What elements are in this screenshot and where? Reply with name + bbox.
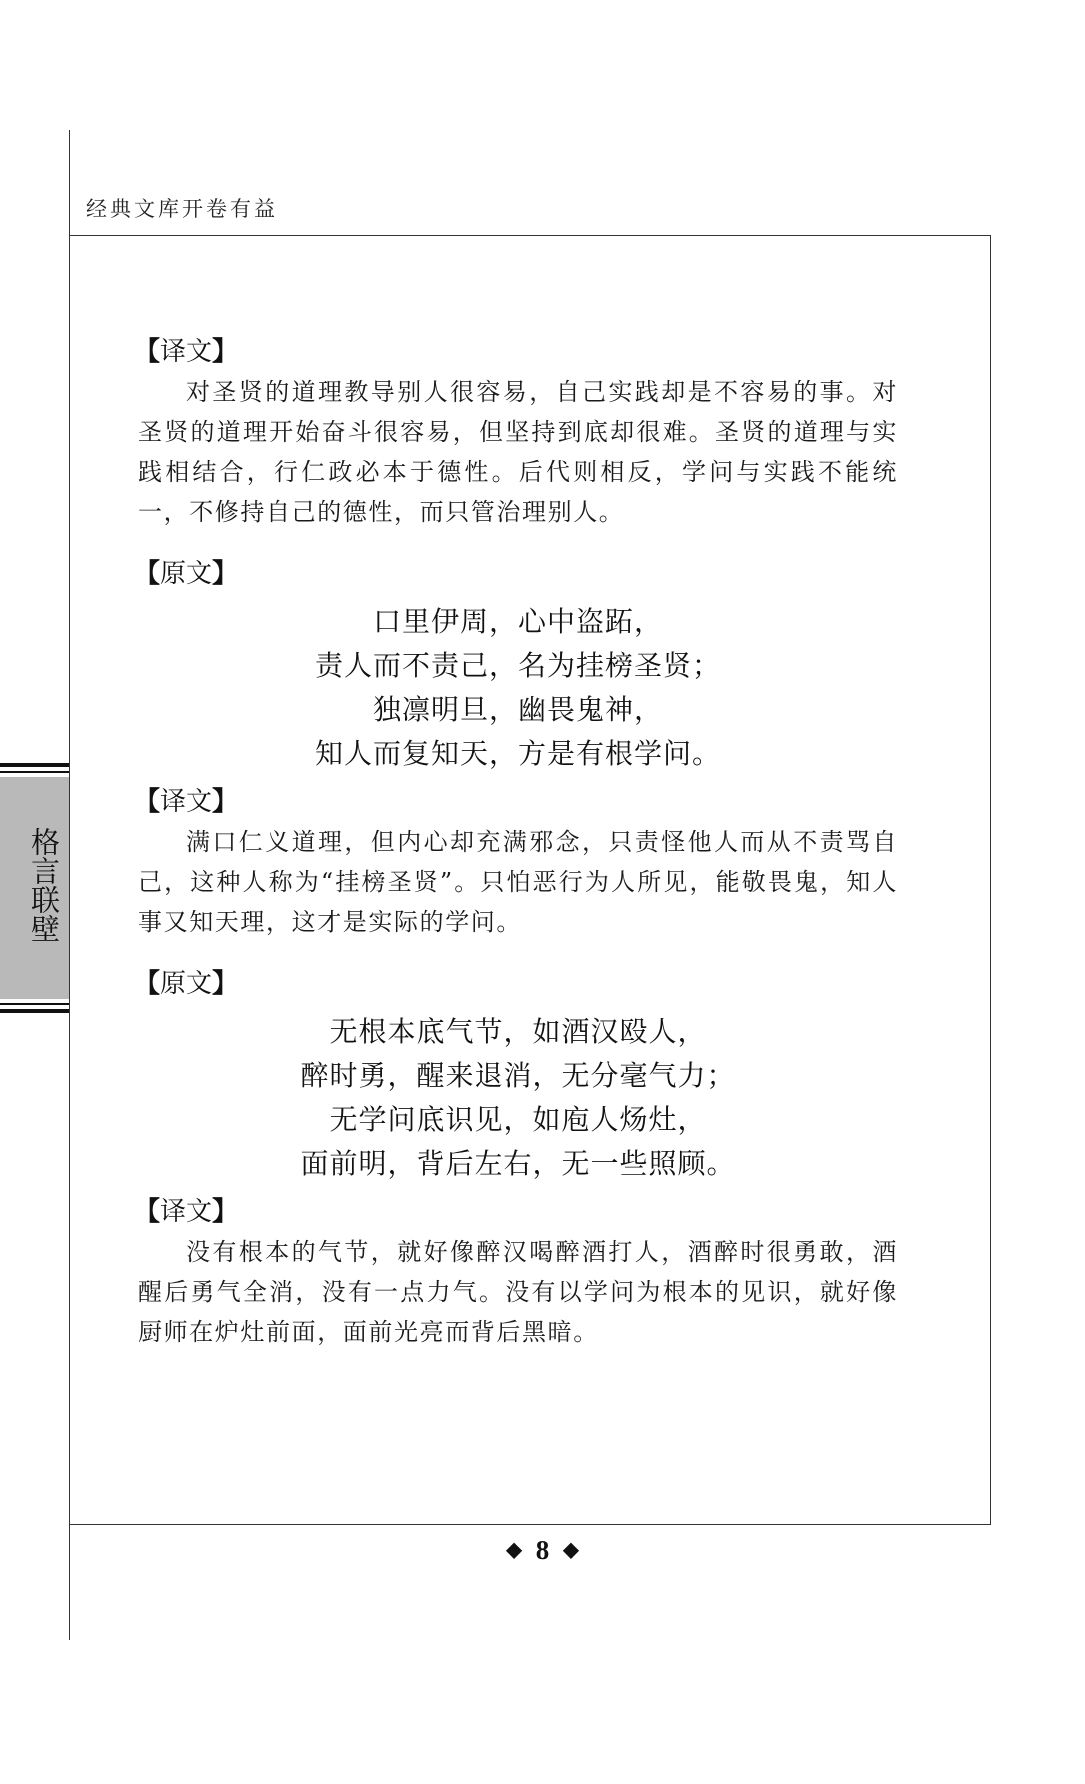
- page-footer: [0, 1535, 1085, 1566]
- side-tab: [0, 763, 69, 1013]
- diamond-ornament-icon: ◆: [506, 1539, 522, 1561]
- tab-rule: [0, 1009, 69, 1013]
- diamond-ornament-icon: ◆: [563, 1539, 579, 1561]
- section-label-original: 【原文】: [134, 969, 239, 999]
- tab-rule: [0, 1003, 69, 1005]
- translation-paragraph: 满口仁义道理，但内心却充满邪念，只责怪他人而从不责骂自己，这种人称为“挂榜圣贤”。只怕恶行为人所见，能敬畏鬼，知人事又知天理，这才是实际的学问。: [138, 828, 898, 936]
- original-poem: [138, 600, 898, 776]
- page-number: 8: [535, 1535, 550, 1565]
- section-label-translation: 【译文】: [134, 337, 239, 367]
- main-content: [134, 332, 898, 1352]
- translation-paragraph: 对圣贤的道理教导别人很容易，自己实践却是不容易的事。对圣贤的道理开始奋斗很容易，但坚持到底却很难。圣贤的道理与实践相结合，行仁政必本于德性。后代则相反，学问与实践不能统一，不修持自己的德性，而只管治理别人。: [138, 378, 898, 526]
- poem-line: 知人而复知天，方是有根学问。: [314, 737, 721, 770]
- section-label-original: 【原文】: [134, 559, 239, 589]
- running-header: 经典文库开卷有益: [86, 197, 278, 221]
- poem-line: 面前明，背后左右，无一些照顾。: [300, 1147, 736, 1180]
- section-label-translation: 【译文】: [134, 1197, 239, 1227]
- poem-line: 无根本底气节，如酒汉殴人，: [329, 1015, 707, 1048]
- poem-line: 独凛明旦，幽畏鬼神，: [372, 693, 663, 726]
- translation-paragraph: 没有根本的气节，就好像醉汉喝醉酒打人，酒醉时很勇敢，酒醒后勇气全消，没有一点力气。没有以学问为根本的见识，就好像厨师在炉灶前面，面前光亮而背后黑暗。: [138, 1238, 898, 1346]
- tab-rule: [0, 771, 69, 773]
- poem-line: 醉时勇，醒来退消，无分毫气力；: [300, 1059, 736, 1092]
- tab-box: [0, 777, 69, 999]
- side-tab-title: 格言联壁: [27, 827, 61, 943]
- poem-line: 无学问底识见，如庖人炀灶，: [329, 1103, 707, 1136]
- original-poem: [138, 1010, 898, 1186]
- poem-line: 口里伊周，心中盗跖，: [372, 605, 663, 638]
- tab-rule: [0, 763, 69, 767]
- poem-line: 责人而不责己，名为挂榜圣贤；: [314, 649, 721, 682]
- section-label-translation: 【译文】: [134, 787, 239, 817]
